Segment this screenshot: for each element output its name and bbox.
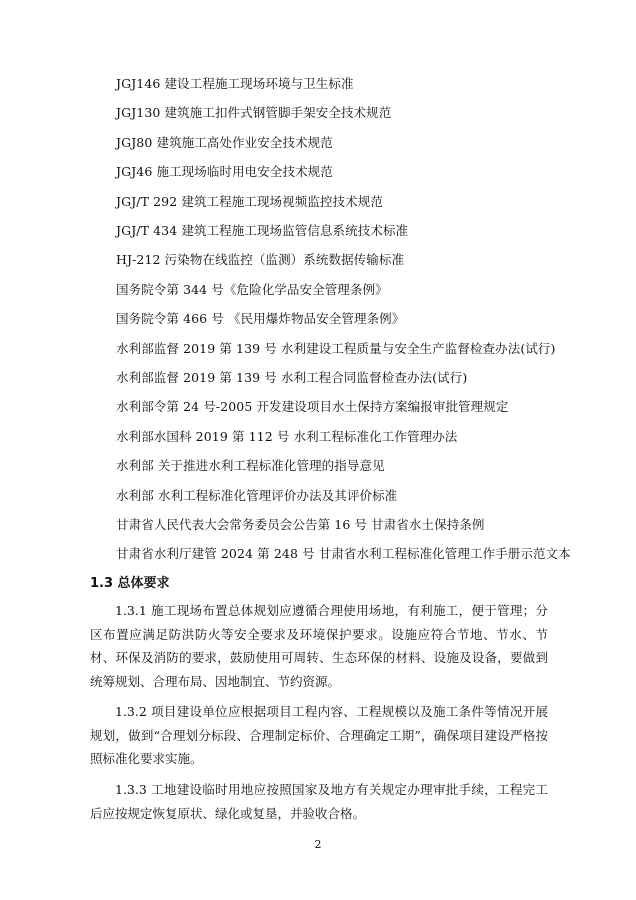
reference-item: 国务院令第 466 号 《民用爆炸物品安全管理条例》 — [116, 311, 405, 327]
reference-item: 水利部水国科 2019 第 112 号 水利工程标准化工作管理办法 — [116, 428, 458, 444]
reference-item: JGJ/T 292 建筑工程施工现场视频监控技术规范 — [116, 193, 383, 209]
reference-item: HJ-212 污染物在线监控（监测）系统数据传输标准 — [116, 252, 405, 268]
reference-item: 甘肃省人民代表大会常务委员会公告第 16 号 甘肃省水土保持条例 — [116, 517, 485, 532]
reference-item: 水利部监督 2019 第 139 号 水利建设工程质量与安全生产监督检查办法(试行) — [116, 340, 556, 356]
paragraph: 1.3.2 项目建设单位应根据项目工程内容、工程规模以及施工条件等情况开展规划，做到“合理划分标段、合理制定标价、合理确定工期”，确保项目建设严格按照标准化要求实施。 — [90, 704, 548, 766]
page-number: 2 — [314, 838, 322, 851]
reference-item: JGJ80 建筑施工高处作业安全技术规范 — [116, 134, 333, 150]
paragraph: 1.3.1 施工现场布置总体规划应遵循合理使用场地，有利施工，便于管理；分区布置应满足防洪防火等安全要求及环境保护要求。设施应符合节地、节水、节材、环保及消防的要求，鼓励使用可周转、生态环保的材料、设施及设备，要做到统筹规划、合理布局、因地制宜、节约资源。 — [90, 603, 548, 689]
reference-item: 国务院令第 344 号《危险化学品安全管理条例》 — [116, 281, 388, 297]
paragraph: 1.3.3 工地建设临时用地应按照国家及地方有关规定办理审批手续，工程完工后应按规定恢复原状、绿化或复垦，并验收合格。 — [90, 782, 548, 821]
reference-item: JGJ46 施工现场临时用电安全技术规范 — [116, 164, 333, 180]
reference-item: JGJ130 建筑施工扣件式钢管脚手架安全技术规范 — [116, 105, 392, 121]
reference-item: 水利部 关于推进水利工程标准化管理的指导意见 — [116, 458, 385, 474]
reference-item: JGJ/T 434 建筑工程施工现场监管信息系统技术标准 — [116, 223, 409, 238]
reference-item: 水利部监督 2019 第 139 号 水利工程合同监督检查办法(试行) — [116, 370, 468, 385]
reference-item: 水利部 水利工程标准化管理评价办法及其评价标准 — [116, 487, 398, 503]
reference-item: JGJ146 建设工程施工现场环境与卫生标准 — [116, 76, 354, 91]
section-heading: 1.3 总体要求 — [90, 576, 170, 591]
reference-item: 甘肃省水利厅建管 2024 第 248 号 甘肃省水利工程标准化管理工作手册示范文本 — [116, 546, 571, 562]
reference-item: 水利部令第 24 号-2005 开发建设项目水土保持方案编报审批管理规定 — [116, 399, 509, 415]
